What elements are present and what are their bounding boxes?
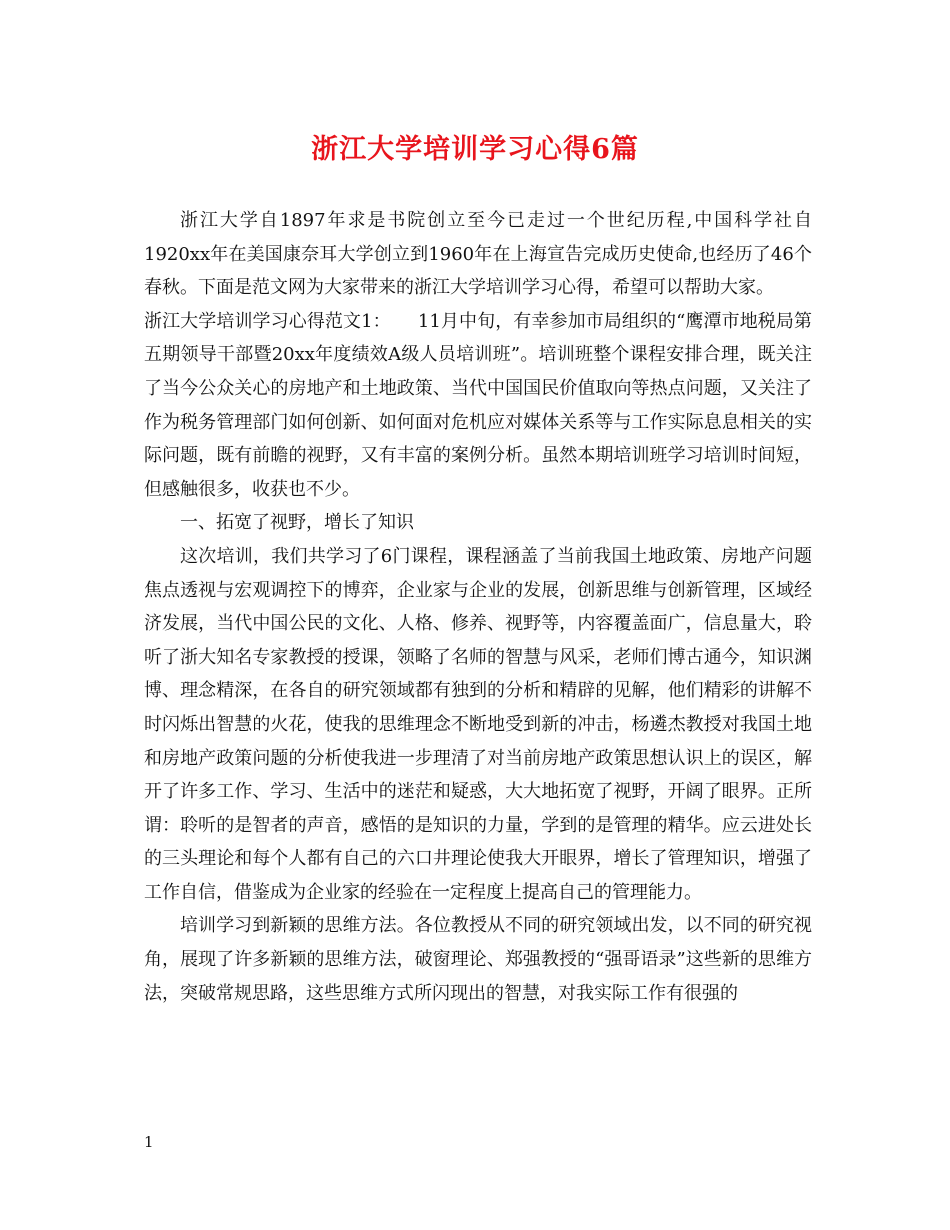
document-title: 浙江大学培训学习心得6篇 [311,134,639,165]
essay-one-intro-paragraph: 浙江大学培训学习心得范文1： 11月中旬，有幸参加市局组织的“鹰潭市地税局第五期领导干部暨20xx年度绩效A级人员培训班”。培训班整个课程安排合理，既关注了当今公众关心的房地产和土地政策、当代中国国民价值取向等热点问题，又关注了作为税务管理部门如何创新、如何面对危机应对媒体关系等与工作实际息息相关的实际问题，既有前瞻的视野，又有丰富的案例分析。虽然本期培训班学习培训时间短，但感触很多，收获也不少。 [144,310,812,500]
thinking-methods-paragraph: 培训学习到新颖的思维方法。各位教授从不同的研究领域出发，以不同的研究视角，展现了许多新颖的思维方法，破窗理论、郑强教授的“强哥语录”这些新的思维方法，突破常规思路，这些思维方式所闪现出的智慧，对我实际工作有很强的 [144,915,812,1004]
section-heading: 一、拓宽了视野，增长了知识 [180,512,414,534]
courses-paragraph: 这次培训，我们共学习了6门课程，课程涵盖了当前我国土地政策、房地产问题焦点透视与宏观调控下的博弈，企业家与企业的发展，创新思维与创新管理，区域经济发展，当代中国公民的文化、人格、修养、视野等，内容覆盖面广，信息量大，聆听了浙大知名专家教授的授课，领略了名师的智慧与风采，老师们博古通今，知识渊博、理念精深，在各自的研究领域都有独到的分析和精辟的见解，他们精彩的讲解不时闪烁出智慧的火花，使我的思维理念不断地受到新的冲击，杨遴杰教授对我国土地和房地产政策问题的分析使我进一步理清了对当前房地产政策思想认识上的误区，解开了许多工作、学习、生活中的迷茫和疑惑，大大地拓宽了视野，开阔了眼界。正所谓：聆听的是智者的声音，感悟的是知识的力量，学到的是管理的精华。应云进处长的三头理论和每个人都有自己的六口井理论使我大开眼界，增长了管理知识，增强了工作自信，借鉴成为企业家的经验在一定程度上提高自己的管理能力。 [144,545,812,903]
document-body [144,204,812,1010]
page-number: 1 [144,1133,154,1151]
intro-paragraph: 浙江大学自1897年求是书院创立至今已走过一个世纪历程,中国科学社自1920xx年在美国康奈耳大学创立到1960年在上海宣告完成历史使命,也经历了46个春秋。下面是范文网为大家带来的浙江大学培训学习心得，希望可以帮助大家。 [144,210,812,299]
